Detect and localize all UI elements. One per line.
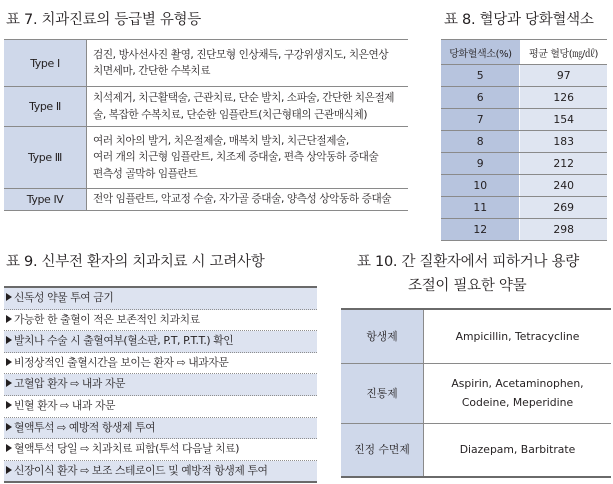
- table-header-row: [441, 40, 607, 65]
- table-row: [441, 65, 607, 87]
- desc-line: 전악 임플란트, 악교정 수술, 자가골 증대술, 양측성 상악동하 증대술: [93, 193, 392, 206]
- drug-line: Diazepam, Barbitrate: [459, 443, 576, 457]
- hba1c-cell: 12: [441, 219, 520, 241]
- glucose-cell: 154: [520, 109, 607, 131]
- hba1c-cell: 9: [441, 153, 520, 175]
- drug-line: Codeine, Meperidine: [461, 396, 574, 409]
- triangle-bullet-icon: [6, 358, 12, 366]
- drugs-cell: [424, 423, 612, 477]
- triangle-bullet-icon: [6, 466, 12, 474]
- table9: [4, 286, 317, 483]
- table-row: [4, 40, 408, 87]
- drug-line: Ampicillin, Tetracycline: [455, 329, 580, 343]
- desc-line: 편측성 골막하 임플란트: [93, 167, 198, 180]
- table-row: [441, 153, 607, 175]
- header-hba1c: 당화혈색소(%): [441, 40, 520, 65]
- table-row: [341, 363, 611, 423]
- list-item-text: 가능한 한 출혈이 적은 보존적인 치과치료: [14, 312, 200, 326]
- table-row: [441, 131, 607, 153]
- list-item-text: 신독성 약물 투여 금기: [14, 291, 114, 304]
- hba1c-cell: 8: [441, 131, 520, 153]
- triangle-bullet-icon: [6, 423, 12, 431]
- table9-title: 표 9. 신부전 환자의 치과치료 시 고려사항: [6, 254, 265, 270]
- hba1c-cell: 6: [441, 87, 520, 109]
- glucose-cell: 126: [520, 87, 607, 109]
- table-row: [341, 423, 611, 477]
- table8-title: 표 8. 혈당과 당화혈색소: [444, 12, 594, 28]
- header-avg-glucose: 평균 혈당(㎎/㎗): [520, 40, 607, 65]
- category-cell: 진통제: [341, 363, 424, 423]
- table7: [4, 39, 408, 211]
- desc-line: 여러 치아의 발거, 치은절제술, 매복치 발치, 치근단절제술,: [93, 134, 349, 147]
- glucose-cell: 240: [520, 175, 607, 197]
- desc-line: 여러 개의 치근형 임플란트, 치조제 증대술, 편측 상악동하 증대술: [93, 151, 379, 164]
- list-item-text: 발치나 수술 시 출혈여부(혈소판, P.T, P.T.T.) 확인: [14, 334, 234, 348]
- table-row: [441, 109, 607, 131]
- glucose-cell: 269: [520, 197, 607, 219]
- list-item: [4, 396, 317, 418]
- desc-line: 검진, 방사선사진 촬영, 진단모형 인상채득, 구강위생지도, 치은연상: [93, 48, 389, 61]
- desc-line: 치면세마, 간단한 수복치료: [93, 65, 211, 77]
- triangle-bullet-icon: [6, 293, 12, 301]
- description-cell: [87, 189, 409, 211]
- hba1c-cell: 7: [441, 109, 520, 131]
- desc-line: 치석제거, 치근활택술, 근관치료, 단순 발치, 소파술, 간단한 치은절제: [93, 92, 395, 104]
- triangle-bullet-icon: [6, 315, 12, 323]
- list-item: [4, 288, 317, 310]
- table10-title-line1: 표 10. 간 질환자에서 피하거나 용량: [357, 254, 579, 270]
- triangle-bullet-icon: [6, 336, 12, 344]
- list-item: [4, 374, 317, 396]
- list-item-text: 빈혈 환자 ⇨ 내과 자문: [14, 398, 116, 412]
- table-row: [4, 189, 408, 211]
- category-cell: 진정 수면제: [341, 423, 424, 477]
- hba1c-cell: 5: [441, 65, 520, 87]
- glucose-cell: 97: [520, 65, 607, 87]
- type-cell: Type Ⅲ: [4, 127, 87, 189]
- table7-title: 표 7. 치과진료의 등급별 유형등: [6, 12, 201, 28]
- table-row: [441, 175, 607, 197]
- type-cell: Type Ⅱ: [4, 87, 87, 127]
- list-item-text: 신장이식 환자 ⇨ 보조 스테로이드 및 예방적 항생제 투여: [14, 463, 268, 477]
- description-cell: [87, 127, 409, 189]
- table-row: [441, 219, 607, 241]
- list-item: [4, 310, 317, 332]
- triangle-bullet-icon: [6, 444, 12, 452]
- table-row: [4, 127, 408, 189]
- table-row: [341, 309, 611, 363]
- table10-title-line2: 조절이 필요한 약물: [408, 278, 527, 294]
- hba1c-cell: 11: [441, 197, 520, 219]
- list-item-text: 혈액투석 당일 ⇨ 치과치료 피함(투석 다음날 치료): [14, 442, 240, 456]
- list-item: [4, 461, 317, 482]
- hba1c-cell: 10: [441, 175, 520, 197]
- list-item: [4, 418, 317, 440]
- table10: [341, 308, 611, 478]
- type-cell: Type Ⅰ: [4, 40, 87, 87]
- list-item: [4, 439, 317, 461]
- description-cell: [87, 40, 409, 87]
- glucose-cell: 298: [520, 219, 607, 241]
- table-row: [441, 197, 607, 219]
- table-row: [441, 87, 607, 109]
- desc-line: 술, 복잡한 수복치료, 단순한 임플란트(치근형태의 근관매식체): [93, 108, 368, 121]
- drugs-cell: [424, 309, 612, 363]
- type-cell: Type Ⅳ: [4, 189, 87, 211]
- triangle-bullet-icon: [6, 401, 12, 409]
- description-cell: [87, 87, 409, 127]
- category-cell: 항생제: [341, 309, 424, 363]
- drugs-cell: [424, 363, 612, 423]
- list-item: [4, 331, 317, 353]
- list-item: [4, 353, 317, 375]
- glucose-cell: 212: [520, 153, 607, 175]
- triangle-bullet-icon: [6, 379, 12, 387]
- drug-line: Aspirin, Acetaminophen,: [451, 377, 584, 390]
- table8: [441, 39, 607, 241]
- list-item-text: 혈액투석 ⇨ 예방적 항생제 투여: [14, 420, 156, 434]
- table-row: [4, 87, 408, 127]
- list-item-text: 비정상적인 출혈시간을 보이는 환자 ⇨ 내과자문: [14, 355, 229, 369]
- list-item-text: 고혈압 환자 ⇨ 내과 자문: [14, 377, 126, 391]
- glucose-cell: 183: [520, 131, 607, 153]
